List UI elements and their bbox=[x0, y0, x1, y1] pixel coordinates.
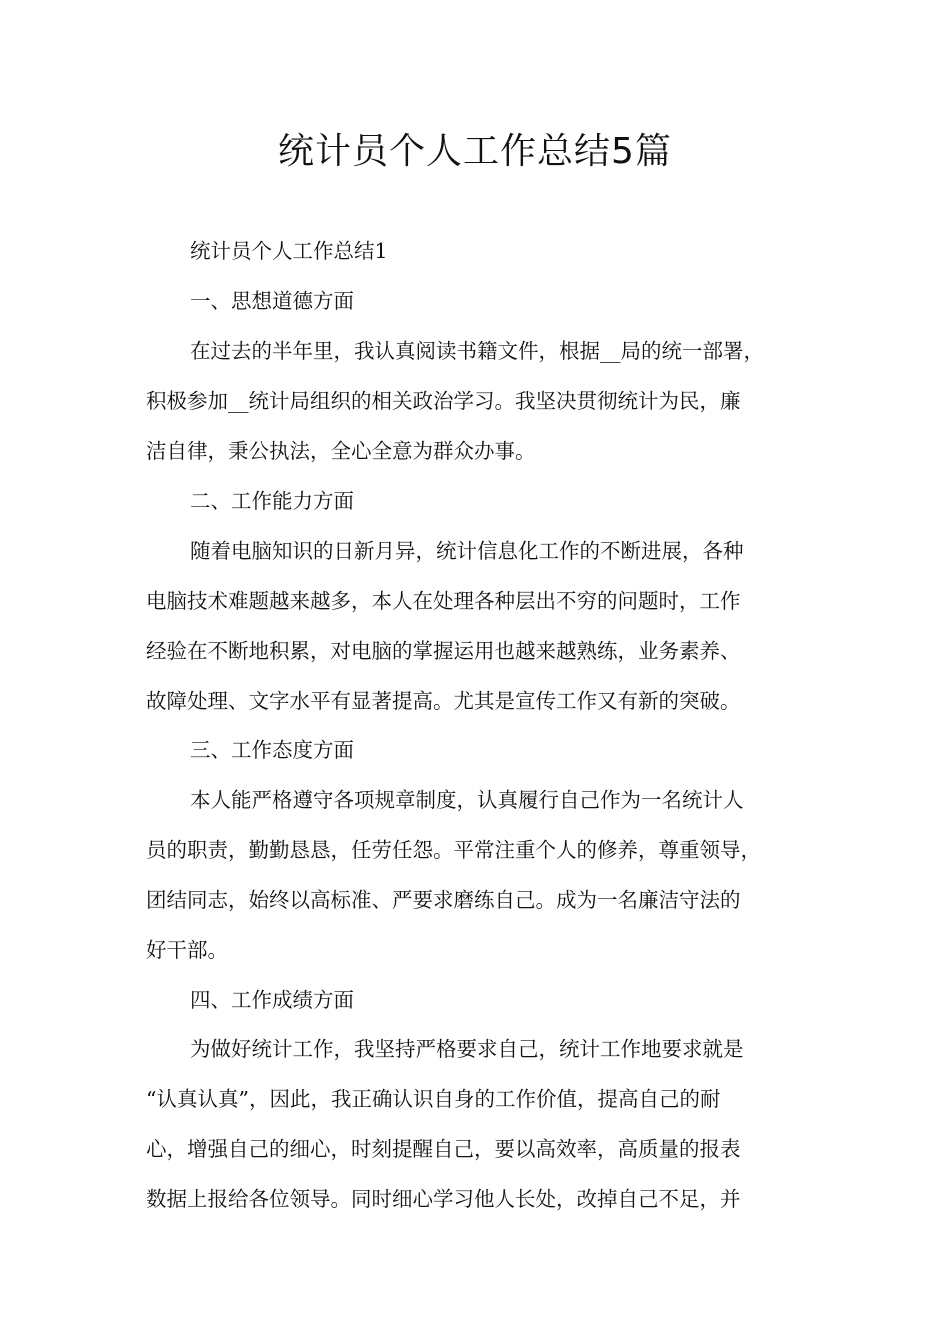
paragraph-line: 电脑技术难题越来越多，本人在处理各种层出不穷的问题时，工作 bbox=[146, 589, 741, 613]
paragraph-line: 积极参加__统计局组织的相关政治学习。我坚决贯彻统计为民，廉 bbox=[146, 389, 741, 413]
paragraph-line: “认真认真”，因此，我正确认识自身的工作价值，提高自己的耐 bbox=[146, 1087, 721, 1111]
document-title: 统计员个人工作总结5篇 bbox=[278, 131, 672, 172]
paragraph-line: 洁自律，秉公执法，全心全意为群众办事。 bbox=[146, 439, 536, 463]
paragraph-line: 为做好统计工作，我坚持严格要求自己，统计工作地要求就是 bbox=[190, 1037, 744, 1061]
paragraph-line: 员的职责，勤勤恳恳，任劳任怨。平常注重个人的修养，尊重领导， bbox=[146, 838, 761, 862]
section-heading: 一、思想道德方面 bbox=[190, 289, 354, 313]
paragraph-line: 心，增强自己的细心，时刻提醒自己，要以高效率，高质量的报表 bbox=[146, 1137, 741, 1161]
section-title: 统计员个人工作总结1 bbox=[190, 239, 388, 263]
section-heading: 四、工作成绩方面 bbox=[190, 988, 354, 1012]
section-heading: 二、工作能力方面 bbox=[190, 489, 354, 513]
paragraph-line: 随着电脑知识的日新月异，统计信息化工作的不断进展，各种 bbox=[190, 539, 744, 563]
section-heading: 三、工作态度方面 bbox=[190, 738, 354, 762]
paragraph-line: 本人能严格遵守各项规章制度，认真履行自己作为一名统计人 bbox=[190, 788, 744, 812]
paragraph-line: 经验在不断地积累，对电脑的掌握运用也越来越熟练，业务素养、 bbox=[146, 639, 741, 663]
paragraph-line: 好干部。 bbox=[146, 938, 228, 962]
paragraph-line: 团结同志，始终以高标准、严要求磨练自己。成为一名廉洁守法的 bbox=[146, 888, 741, 912]
paragraph-line: 数据上报给各位领导。同时细心学习他人长处，改掉自己不足，并 bbox=[146, 1187, 741, 1211]
paragraph-line: 故障处理、文字水平有显著提高。尤其是宣传工作又有新的突破。 bbox=[146, 689, 741, 713]
paragraph-line: 在过去的半年里，我认真阅读书籍文件，根据__局的统一部署， bbox=[190, 339, 764, 363]
